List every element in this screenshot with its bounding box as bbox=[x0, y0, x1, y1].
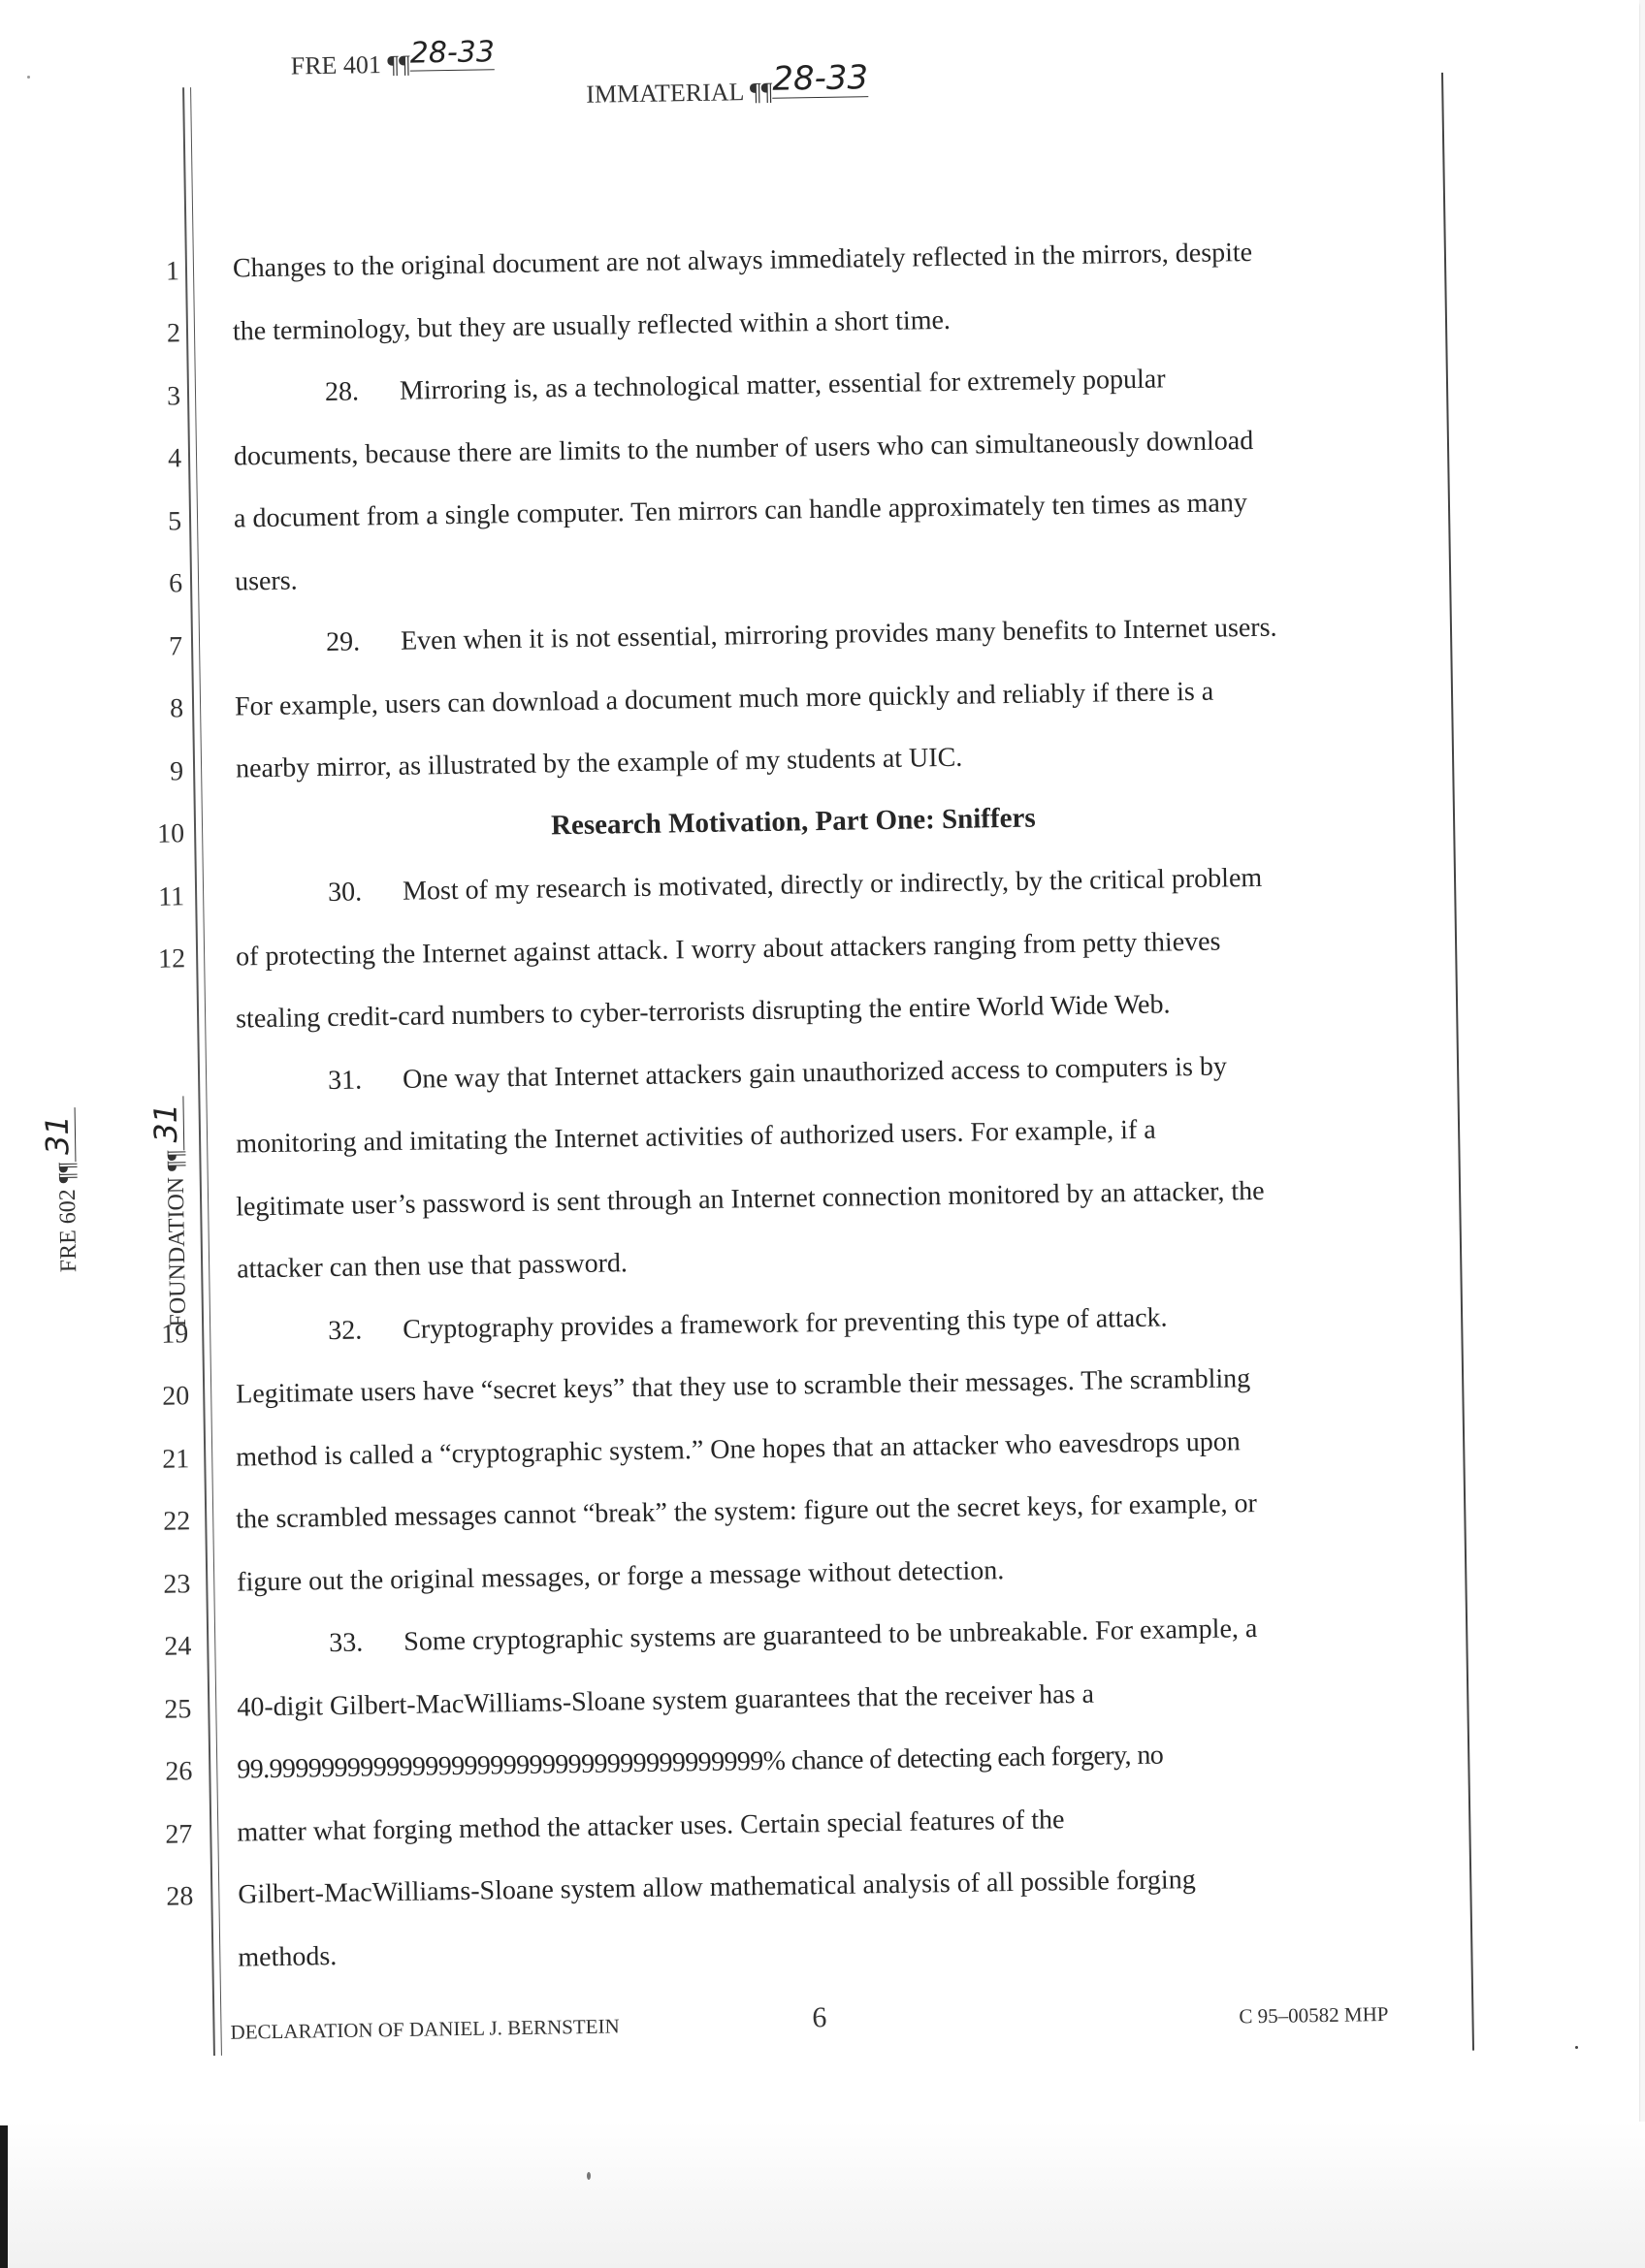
foundation-handwritten: 31 bbox=[149, 1096, 184, 1151]
text-line: users. bbox=[234, 565, 298, 597]
line-number: 28 bbox=[166, 1881, 194, 1912]
scan-speck bbox=[587, 2172, 591, 2180]
line-number: 9 bbox=[169, 756, 184, 787]
right-margin-rule bbox=[1441, 73, 1474, 2051]
footer-case-number: C 95–00582 MHP bbox=[1239, 2001, 1389, 2028]
fre401-handwritten: 28-33 bbox=[409, 35, 496, 71]
footer-title: DECLARATION OF DANIEL J. BERNSTEIN bbox=[230, 2014, 620, 2044]
line-number: 26 bbox=[165, 1756, 193, 1787]
paragraph-28-start: 28. Mirroring is, as a technological matter, essential for extremely popular bbox=[324, 364, 1166, 408]
scan-speck bbox=[27, 76, 30, 79]
line-number: 3 bbox=[166, 381, 181, 412]
fre602-handwritten: 31 bbox=[42, 1107, 77, 1163]
text-line: Legitimate users have “secret keys” that they use to scramble their messages. The scrambling bbox=[235, 1363, 1251, 1410]
paragraph-31-start: 31. One way that Internet attackers gain unauthorized access to computers is by bbox=[327, 1051, 1228, 1097]
immaterial-annotation bbox=[585, 58, 869, 112]
paragraph-33-start: 33. Some cryptographic systems are guaranteed to be unbreakable. For example, a bbox=[329, 1613, 1258, 1659]
text-line: legitimate user’s password is sent through an Internet connection monitored by an attacker, the bbox=[235, 1175, 1265, 1223]
fre401-label: FRE 401 ¶¶ bbox=[290, 49, 411, 80]
line-number: 2 bbox=[166, 318, 181, 349]
immaterial-label: IMMATERIAL ¶¶ bbox=[585, 77, 773, 109]
line-number: 25 bbox=[164, 1694, 192, 1725]
text-line: monitoring and imitating the Internet activities of authorized users. For example, if a bbox=[235, 1114, 1156, 1160]
line-number: 24 bbox=[164, 1631, 192, 1662]
text-line: documents, because there are limits to the number of users who can simultaneously download bbox=[233, 425, 1254, 472]
scanner-edge-strip bbox=[0, 2125, 8, 2268]
text-line: matter what forging method the attacker uses. Certain special features of the bbox=[237, 1805, 1065, 1848]
text-line: 99.99999999999999999999999999999999999999% chance of detecting each forgery, no bbox=[237, 1740, 1164, 1785]
foundation-annotation bbox=[146, 1096, 193, 1327]
scanner-background bbox=[0, 2122, 1645, 2268]
fre602-annotation bbox=[38, 1107, 84, 1273]
line-number: 1 bbox=[165, 256, 180, 287]
line-number: 22 bbox=[163, 1506, 191, 1537]
line-number: 5 bbox=[167, 506, 182, 537]
line-number: 11 bbox=[157, 881, 185, 912]
text-line: stealing credit-card numbers to cyber-terrorists disrupting the entire World Wide Web. bbox=[235, 989, 1171, 1035]
line-number: 19 bbox=[161, 1319, 189, 1350]
line-number: 27 bbox=[165, 1819, 193, 1850]
text-line: method is called a “cryptographic system.” One hopes that an attacker who eavesdrops upon bbox=[236, 1426, 1242, 1473]
fre401-annotation bbox=[290, 35, 496, 82]
paragraph-30-start: 30. Most of my research is motivated, directly or indirectly, by the critical problem bbox=[327, 862, 1263, 909]
text-line: For example, users can download a document much more quickly and reliably if there is a bbox=[234, 676, 1214, 722]
line-number: 12 bbox=[157, 943, 186, 974]
line-number: 20 bbox=[162, 1381, 190, 1412]
text-line: a document from a single computer. Ten mirrors can handle approximately ten times as many bbox=[233, 488, 1248, 534]
immaterial-handwritten: 28-33 bbox=[771, 58, 869, 99]
line-number: 4 bbox=[167, 443, 182, 474]
text-line: the scrambled messages cannot “break” the system: figure out the secret keys, for example, or bbox=[236, 1488, 1258, 1535]
foundation-label: FOUNDATION ¶¶ bbox=[163, 1149, 192, 1327]
paragraph-32-start: 32. Cryptography provides a framework for preventing this type of attack. bbox=[327, 1302, 1168, 1347]
text-line: of protecting the Internet against attack. I worry about attackers ranging from petty thieves bbox=[235, 926, 1221, 973]
scan-speck bbox=[1575, 2046, 1578, 2049]
text-line: nearby mirror, as illustrated by the example of my students at UIC. bbox=[235, 742, 963, 784]
line-number: 23 bbox=[163, 1569, 191, 1600]
line-number: 10 bbox=[156, 818, 185, 849]
line-number: 7 bbox=[168, 631, 183, 662]
paragraph-29-start: 29. Even when it is not essential, mirroring provides many benefits to Internet users. bbox=[325, 612, 1277, 658]
text-line: Gilbert-MacWilliams-Sloane system allow mathematical analysis of all possible forging bbox=[238, 1865, 1196, 1910]
line-number: 6 bbox=[168, 568, 183, 599]
line-number: 21 bbox=[162, 1444, 190, 1475]
text-line: attacker can then use that password. bbox=[236, 1248, 629, 1285]
section-heading: Research Motivation, Part One: Sniffers bbox=[550, 802, 1036, 842]
text-line: figure out the original messages, or forge a message without detection. bbox=[237, 1555, 1005, 1598]
fre602-label: FRE 602 ¶¶ bbox=[54, 1162, 82, 1273]
footer-page-number: 6 bbox=[812, 2001, 827, 2034]
line-number: 8 bbox=[169, 693, 184, 724]
text-line: methods. bbox=[238, 1941, 338, 1973]
text-line: the terminology, but they are usually reflected within a short time. bbox=[232, 304, 952, 347]
text-line: 40-digit Gilbert-MacWilliams-Sloane system guarantees that the receiver has a bbox=[237, 1678, 1095, 1723]
text-line: Changes to the original document are not always immediately reflected in the mirrors, despite bbox=[232, 237, 1253, 284]
